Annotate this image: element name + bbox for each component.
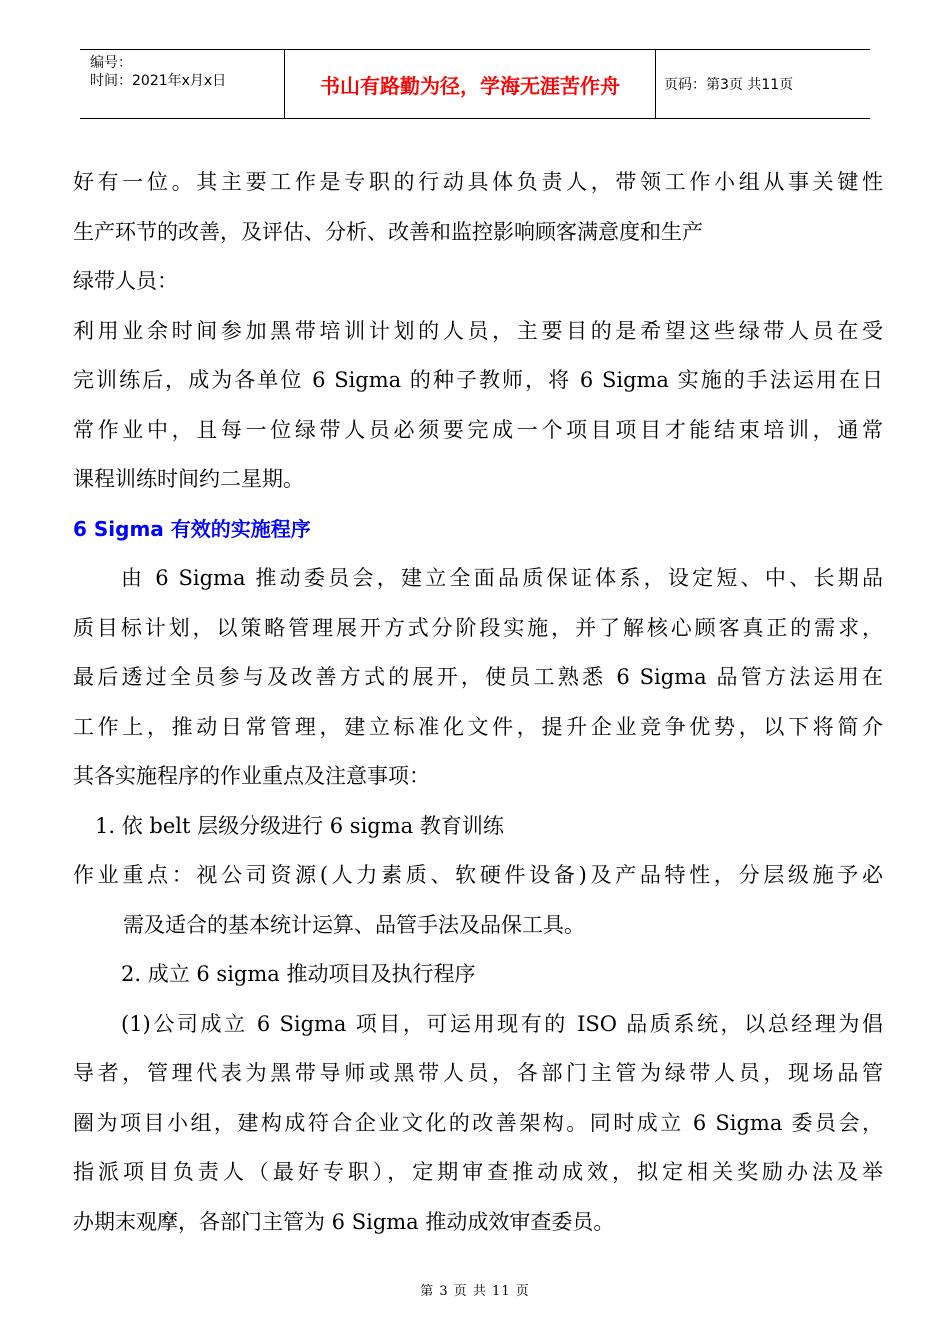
page-footer: 第 3 页 共 11 页 — [420, 1284, 530, 1299]
paragraph-line: 由 6 Sigma 推动委员会，建立全面品质保证体系，设定短、中、长期品 — [121, 566, 883, 590]
header-meta — [80, 50, 284, 118]
document-body — [73, 158, 883, 1247]
numbered-item: 1. 依 belt 层级分级进行 6 sigma 教育训练 — [95, 813, 504, 838]
paragraph-line: 导者，管理代表为黑带导师或黑带人员，各部门主管为绿带人员，现场品管 — [73, 1061, 883, 1085]
paragraph-line: 指派项目负责人（最好专职），定期审查推动成效，拟定相关奖励办法及举 — [73, 1160, 883, 1184]
section-label-green-belt: 绿带人员： — [73, 269, 178, 293]
paragraph-line: 作业重点：视公司资源(人力素质、软硬件设备)及产品特性，分层级施予必 — [73, 863, 883, 887]
paragraph-line: 最后透过全员参与及改善方式的展开，使员工熟悉 6 Sigma 品管方法运用在 — [73, 665, 883, 689]
paragraph-line: 完训练后，成为各单位 6 Sigma 的种子教师，将 6 Sigma 实施的手法运用在日 — [73, 368, 883, 392]
header-number-label: 编号： — [90, 55, 132, 71]
paragraph-line: 圈为项目小组，建构成符合企业文化的改善架构。同时成立 6 Sigma 委员会， — [73, 1110, 883, 1135]
paragraph-line: 质目标计划，以策略管理展开方式分阶段实施，并了解核心顾客真正的需求， — [73, 615, 883, 640]
document-header — [80, 49, 870, 119]
paragraph-line: 课程训练时间约二星期。 — [73, 467, 304, 491]
paragraph-line: 工作上，推动日常管理，建立标准化文件，提升企业竞争优势，以下将简介 — [73, 714, 883, 739]
header-page-info: 页码：第3页 共11页 — [664, 77, 794, 93]
paragraph-line: 办期末观摩，各部门主管为 6 Sigma 推动成效审查委员。 — [73, 1209, 615, 1234]
paragraph-line: (1)公司成立 6 Sigma 项目，可运用现有的 ISO 品质系统，以总经理为倡 — [121, 1011, 883, 1036]
paragraph-line: 生产环节的改善，及评估、分析、改善和监控影响顾客满意度和生产 — [73, 219, 703, 244]
paragraph-line: 其各实施程序的作业重点及注意事项： — [73, 764, 430, 788]
paragraph-line: 需及适合的基本统计运算、品管手法及品保工具。 — [123, 912, 585, 937]
numbered-item: 2. 成立 6 sigma 推动项目及执行程序 — [121, 962, 476, 986]
header-time-label: 时间：2021年x月x日 — [90, 73, 227, 89]
paragraph-line: 好有一位。其主要工作是专职的行动具体负责人，带领工作小组从事关键性 — [73, 170, 883, 194]
paragraph-line: 利用业余时间参加黑带培训计划的人员，主要目的是希望这些绿带人员在受 — [73, 318, 883, 343]
section-heading: 6 Sigma 有效的实施程序 — [73, 516, 311, 541]
paragraph-line: 常作业中，且每一位绿带人员必须要完成一个项目项目才能结束培训，通常 — [73, 417, 883, 442]
header-motto: 书山有路勤为径，学海无涯苦作舟 — [284, 50, 656, 118]
